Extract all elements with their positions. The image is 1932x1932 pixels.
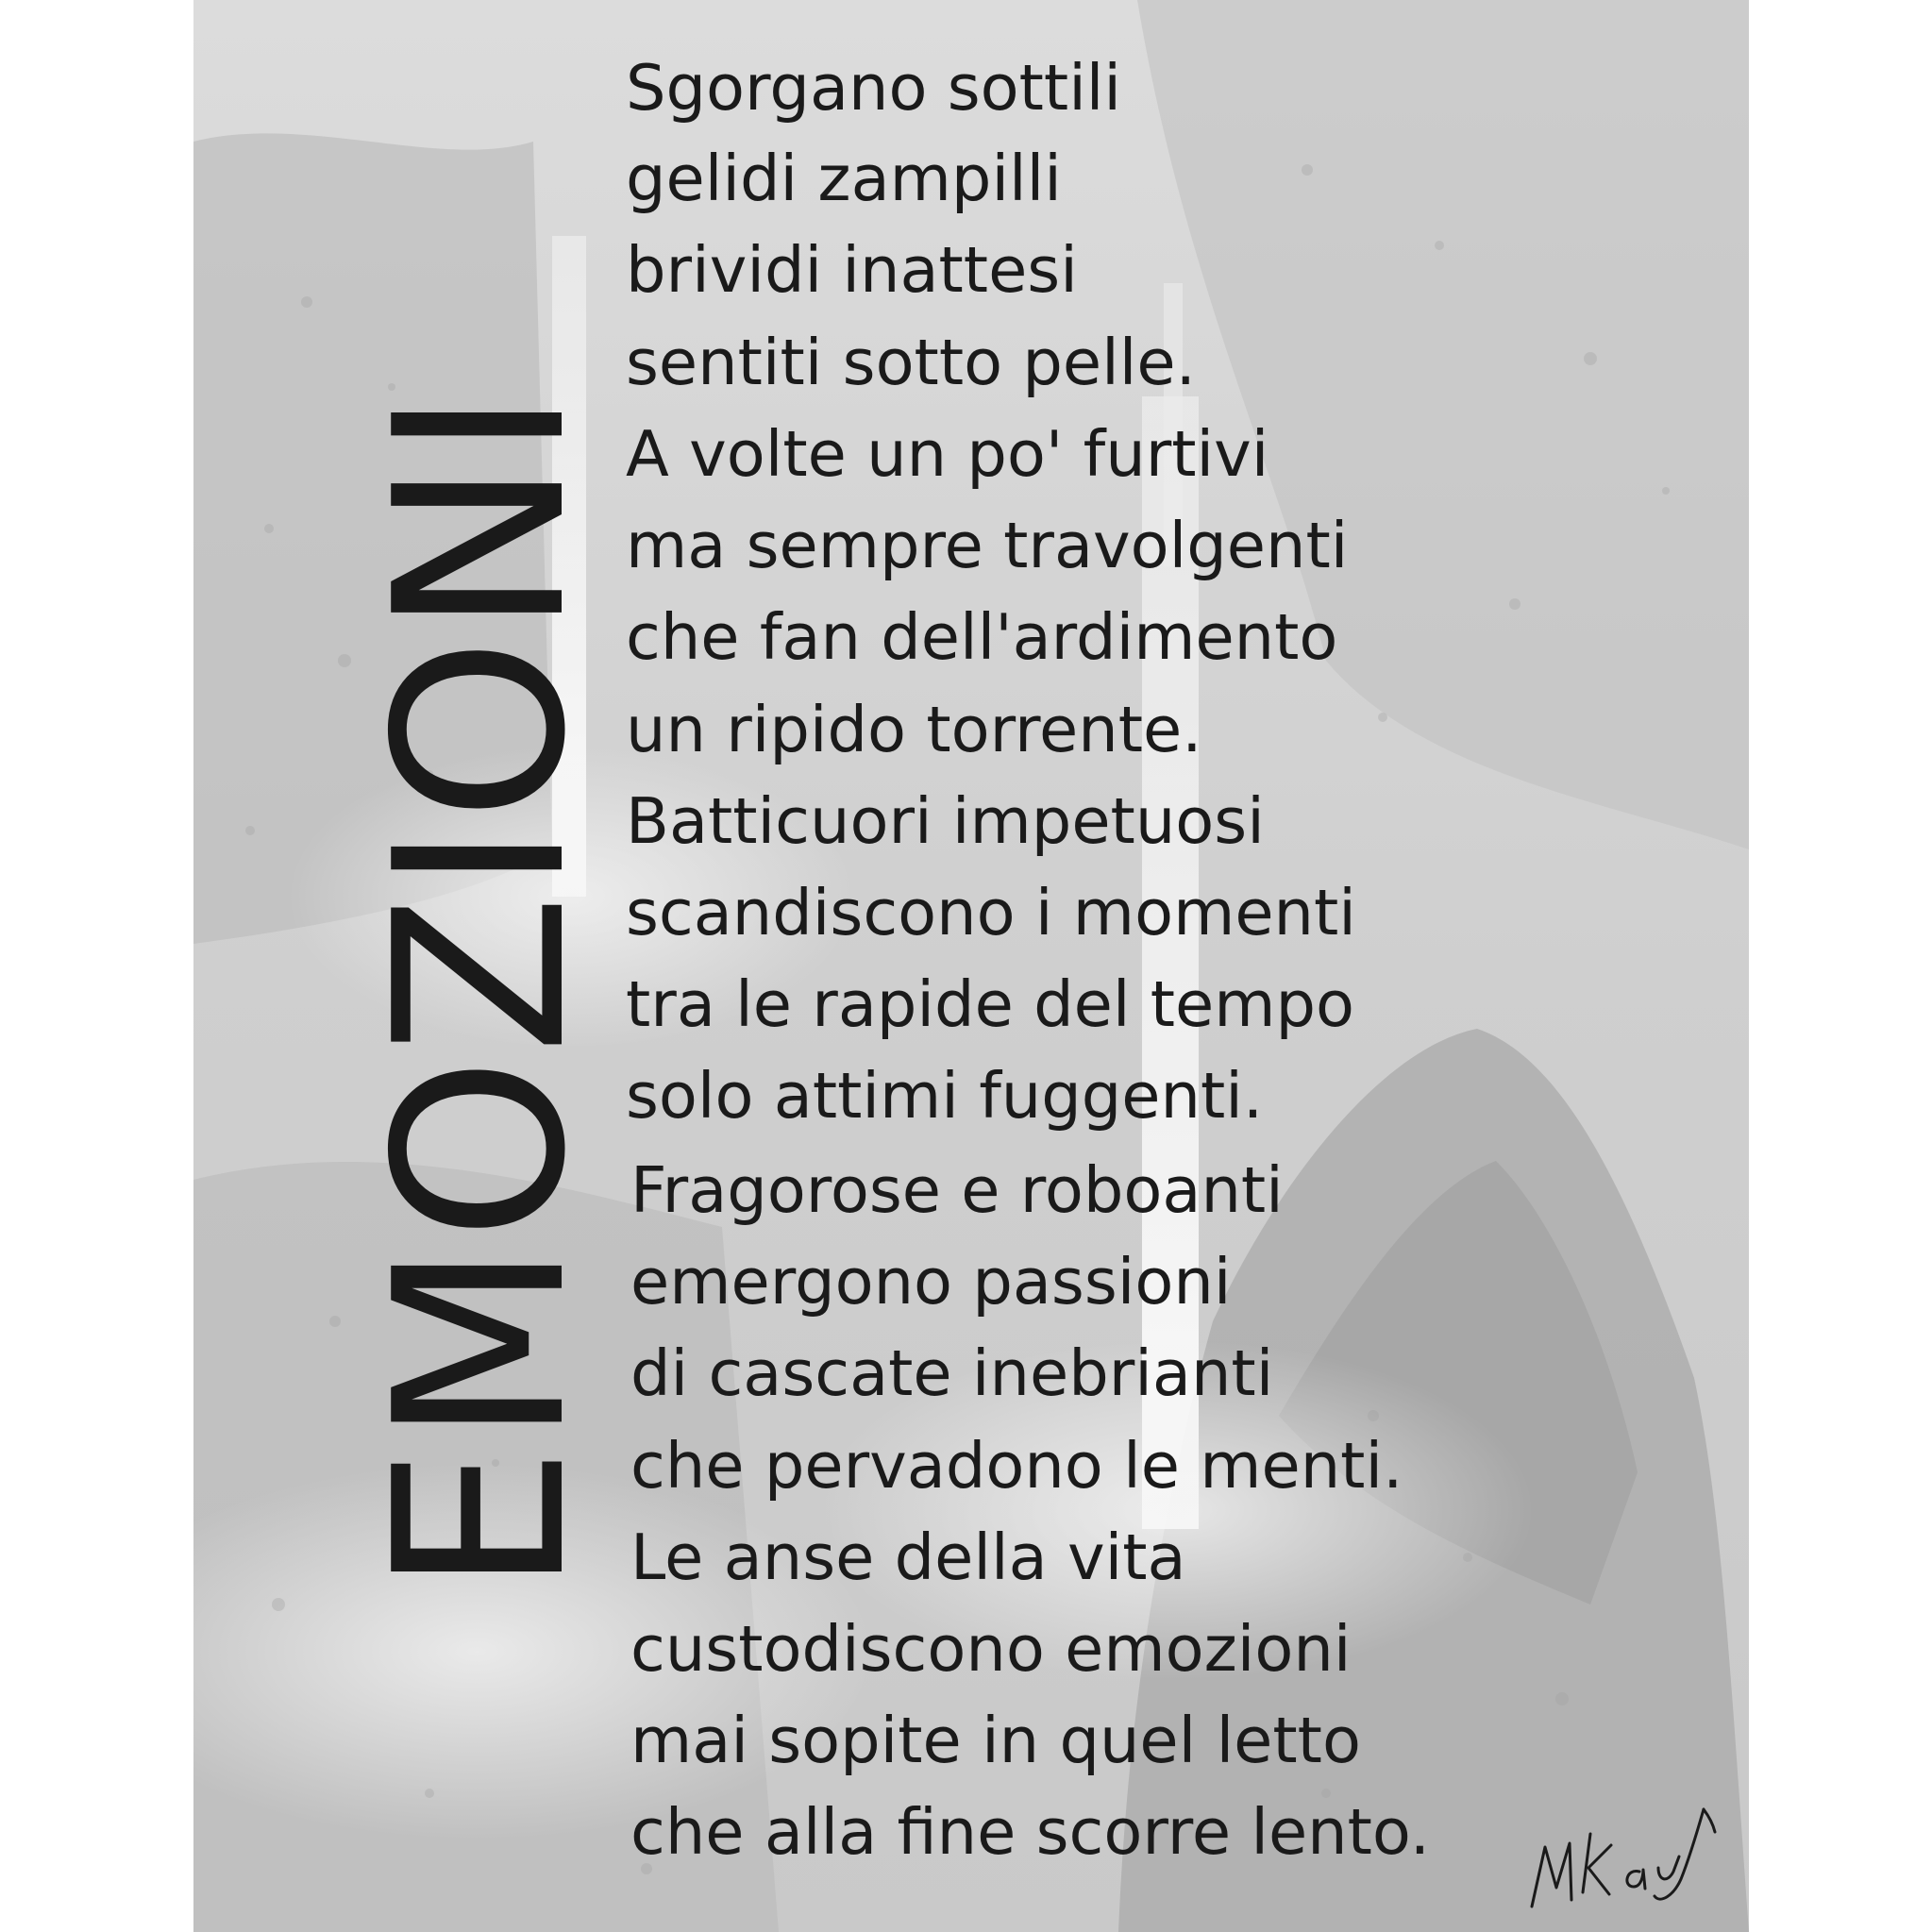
poem-body: [193, 0, 1749, 1932]
poem-line: Batticuori impetuosi: [626, 784, 1265, 858]
poem-line: solo attimi fuggenti.: [626, 1059, 1264, 1133]
poem-line: brividi inattesi: [626, 233, 1078, 307]
poem-line: mai sopite in quel letto: [630, 1704, 1361, 1777]
poem-line: che pervadono le menti.: [630, 1429, 1403, 1503]
poem-line: un ripido torrente.: [626, 693, 1202, 766]
poem-line: che alla fine scorre lento.: [630, 1795, 1431, 1869]
poem-line: gelidi zampilli: [626, 142, 1062, 215]
poem-line: A volte un po' furtivi: [626, 417, 1269, 491]
poem-line: scandiscono i momenti: [626, 876, 1356, 949]
poem-line: tra le rapide del tempo: [626, 967, 1355, 1041]
poem-line: Le anse della vita: [630, 1520, 1186, 1594]
poem-line: di cascate inebrianti: [630, 1336, 1274, 1410]
poem-line: emergono passioni: [630, 1245, 1232, 1319]
poem-line: ma sempre travolgenti: [626, 509, 1349, 582]
poem-poster: [193, 0, 1749, 1932]
poem-line: Fragorose e roboanti: [630, 1153, 1284, 1227]
poem-line: custodiscono emozioni: [630, 1612, 1352, 1686]
poem-line: che fan dell'ardimento: [626, 600, 1338, 674]
poem-line: sentiti sotto pelle.: [626, 326, 1196, 399]
poem-title: EMOZIONI: [345, 387, 617, 1595]
handwritten-signature: [1524, 1789, 1722, 1911]
poem-line: Sgorgano sottili: [626, 51, 1122, 125]
